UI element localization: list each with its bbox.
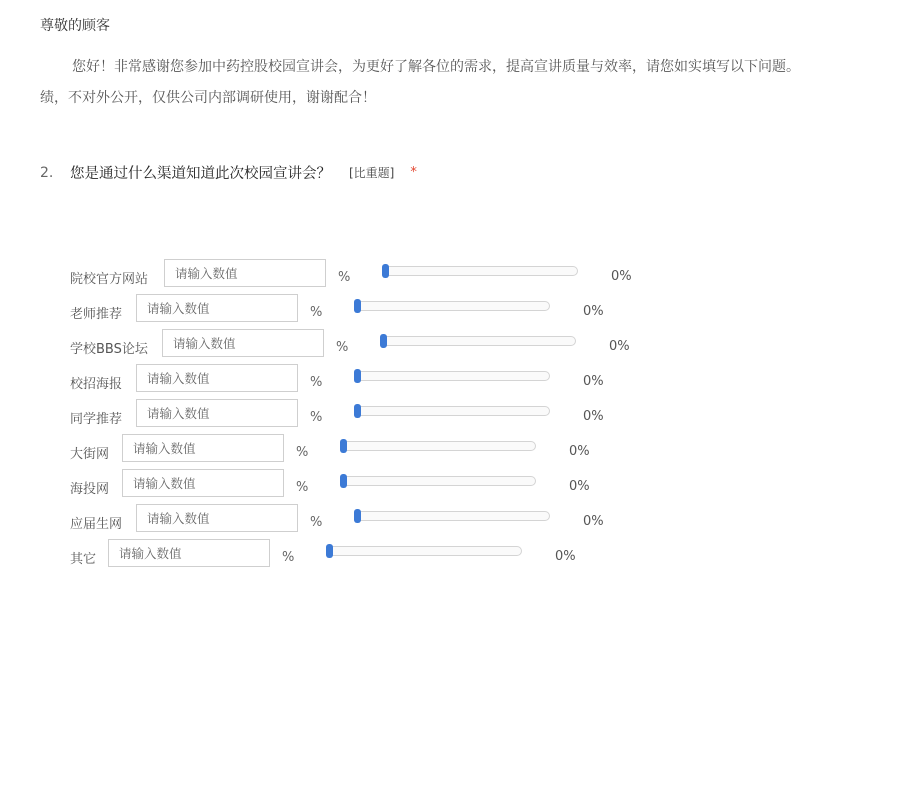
- percent-value: 0%: [583, 304, 604, 319]
- slider-handle[interactable]: [382, 264, 389, 278]
- option-row: [0, 364, 900, 399]
- percent-unit: %: [338, 270, 351, 285]
- option-label: 大街网: [70, 447, 110, 462]
- slider-handle[interactable]: [380, 334, 387, 348]
- percent-value: 0%: [569, 479, 590, 494]
- slider-handle[interactable]: [340, 474, 347, 488]
- option-row: [0, 504, 900, 539]
- percent-value: 0%: [555, 549, 576, 564]
- percent-value: 0%: [583, 409, 604, 424]
- percent-slider[interactable]: [326, 546, 522, 556]
- percent-slider[interactable]: [354, 301, 550, 311]
- option-value-input[interactable]: [122, 469, 284, 497]
- percent-unit: %: [336, 340, 349, 355]
- percent-slider[interactable]: [354, 371, 550, 381]
- option-row: [0, 469, 900, 504]
- percent-value: 0%: [583, 374, 604, 389]
- option-value-input[interactable]: [136, 399, 298, 427]
- slider-handle[interactable]: [354, 369, 361, 383]
- option-row: [0, 399, 900, 434]
- percent-value: 0%: [583, 514, 604, 529]
- percent-slider[interactable]: [354, 511, 550, 521]
- percent-unit: %: [310, 410, 323, 425]
- option-row: [0, 294, 900, 329]
- percent-value: 0%: [609, 339, 630, 354]
- percent-value: 0%: [611, 269, 632, 284]
- option-label: 校招海报: [70, 377, 123, 392]
- option-label: 应届生网: [70, 517, 123, 532]
- required-mark: *: [410, 165, 417, 180]
- option-value-input[interactable]: [136, 364, 298, 392]
- intro-line-2: 绩，不对外公开，仅供公司内部调研使用，谢谢配合！: [40, 90, 376, 106]
- option-value-input[interactable]: [164, 259, 326, 287]
- option-value-input[interactable]: [136, 504, 298, 532]
- option-row: [0, 259, 900, 294]
- option-label: 同学推荐: [70, 412, 123, 427]
- option-row: [0, 329, 900, 364]
- percent-unit: %: [310, 305, 323, 320]
- greeting-text: 尊敬的顾客: [40, 18, 110, 34]
- option-label: 院校官方网站: [70, 272, 149, 287]
- percent-unit: %: [310, 515, 323, 530]
- slider-handle[interactable]: [354, 299, 361, 313]
- question-number: 2.: [40, 164, 54, 181]
- slider-handle[interactable]: [354, 404, 361, 418]
- percent-unit: %: [296, 445, 309, 460]
- option-label: 学校BBS论坛: [70, 342, 148, 357]
- percent-slider[interactable]: [340, 441, 536, 451]
- percent-slider[interactable]: [340, 476, 536, 486]
- option-value-input[interactable]: [136, 294, 298, 322]
- option-value-input[interactable]: [122, 434, 284, 462]
- percent-slider[interactable]: [354, 406, 550, 416]
- percent-slider[interactable]: [382, 266, 578, 276]
- question-header: [40, 162, 417, 183]
- option-value-input[interactable]: [108, 539, 270, 567]
- option-label: 老师推荐: [70, 307, 123, 322]
- option-row: [0, 434, 900, 469]
- slider-handle[interactable]: [340, 439, 347, 453]
- percent-unit: %: [310, 375, 323, 390]
- percent-value: 0%: [569, 444, 590, 459]
- option-label: 其它: [70, 552, 97, 567]
- option-row: [0, 539, 900, 574]
- percent-unit: %: [296, 480, 309, 495]
- slider-handle[interactable]: [326, 544, 333, 558]
- question-title: 您是通过什么渠道知道此次校园宣讲会？: [70, 166, 331, 182]
- slider-handle[interactable]: [354, 509, 361, 523]
- intro-line-1: 您好！非常感谢您参加中药控股校园宣讲会，为更好了解各位的需求，提高宣讲质量与效率，请您如实填写以下问题。: [72, 59, 800, 75]
- question-type-tag: [比重题]: [349, 166, 395, 180]
- option-label: 海投网: [70, 482, 110, 497]
- option-value-input[interactable]: [162, 329, 324, 357]
- intro-paragraph: [40, 52, 900, 114]
- percent-unit: %: [282, 550, 295, 565]
- percent-slider[interactable]: [380, 336, 576, 346]
